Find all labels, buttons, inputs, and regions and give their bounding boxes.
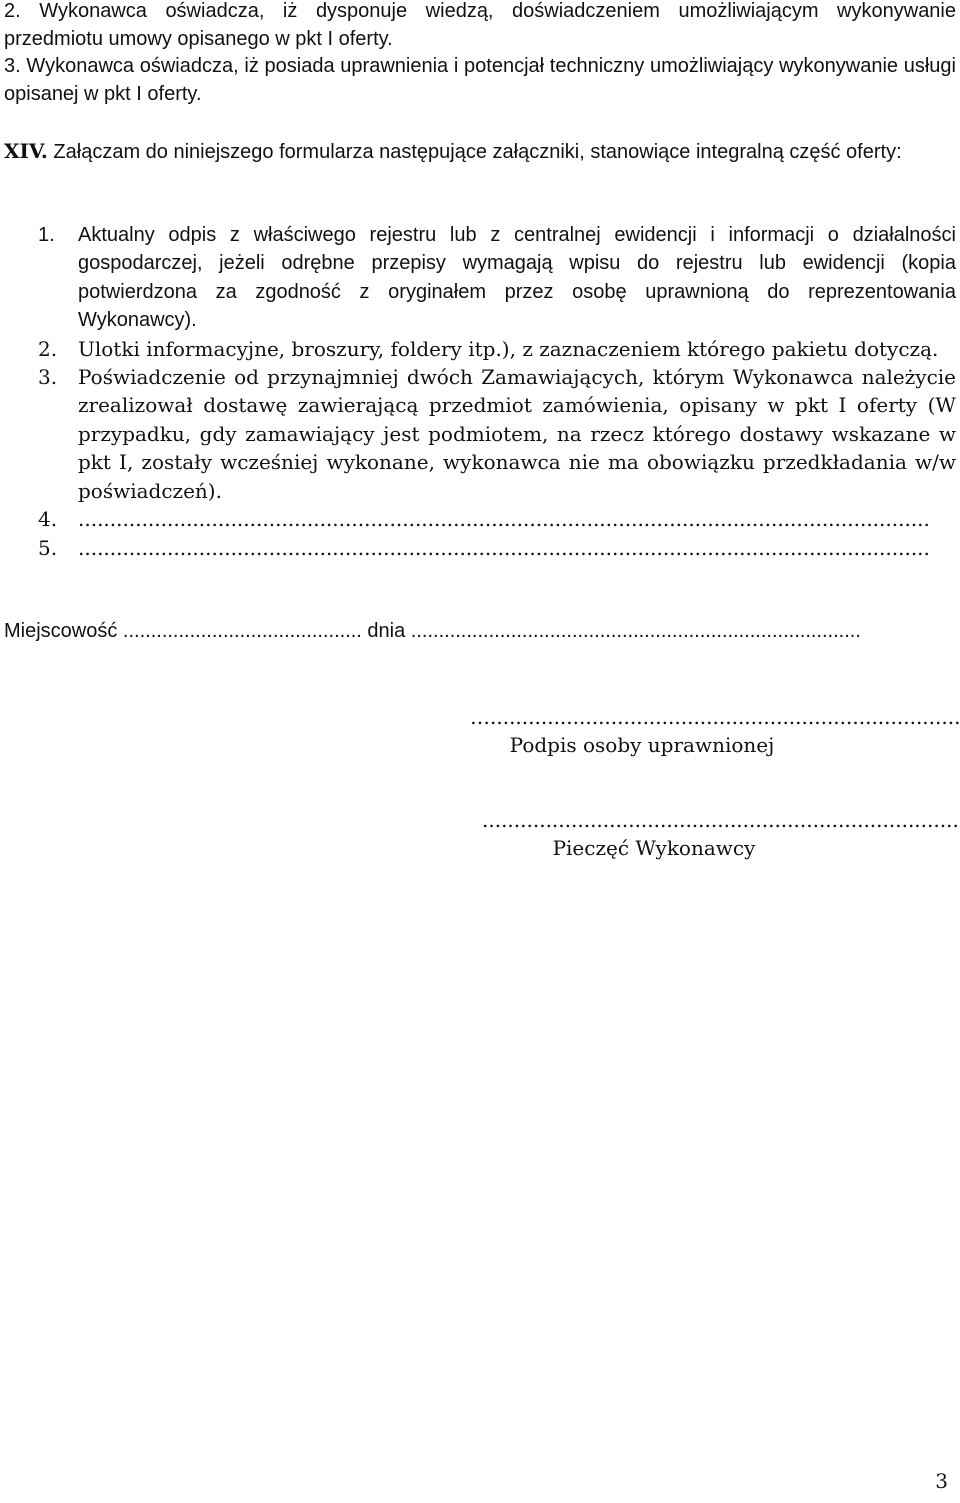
attachment-item-1-text-span: Aktualny odpis z właściwego rejestru lub z centralnej ewidencji i informacji o działalności gospodarczej, jeżeli odrębne przepisy wymagają wpisu do rejestru lub ewidencji (kopia potwierdzona za zgodność z oryginałem przez osobę uprawnioną do reprezentowania Wykonawcy). — [78, 224, 956, 332]
place-field[interactable]: ........................................... — [122, 620, 362, 642]
attachment-item-2-number: 2. — [38, 337, 58, 361]
page-number — [918, 1467, 948, 1495]
stamp-line[interactable]: ........................................................................... — [482, 808, 959, 832]
attachment-item-3 — [0, 363, 956, 505]
attachment-item-5-text-span: ...................................................................................................................................... — [78, 536, 930, 560]
section-xiv-number: XIV. — [4, 139, 48, 163]
attachment-item-1-text — [78, 221, 956, 335]
signature-block — [470, 703, 960, 759]
attachment-item-5 — [0, 534, 956, 562]
page-number-text: 3 — [935, 1469, 948, 1493]
statement-item-2-text: 2. Wykonawca oświadcza, iż dysponuje wiedzą, doświadczeniem umożliwiającym wykonywanie przedmiotu umowy opisanego w pkt I oferty. — [4, 0, 956, 51]
attachment-item-4 — [0, 505, 956, 533]
place-date-line — [4, 617, 904, 645]
section-xiv-text: Załączam do niniejszego formularza następujące załączniki, stanowiące integralną część oferty: — [53, 141, 902, 163]
attachment-item-3-number: 3. — [38, 365, 58, 389]
attachment-item-5-text — [78, 534, 930, 562]
attachment-item-4-text-span: ...................................................................................................................................... — [78, 507, 930, 531]
section-xiv — [4, 137, 956, 166]
signature-line[interactable]: ….......................................................................... — [470, 705, 960, 729]
stamp-label: Pieczęć Wykonawcy — [552, 836, 756, 860]
attachment-item-1-number: 1. — [38, 224, 55, 246]
attachment-item-3-text-span: Poświadczenie od przynajmniej dwóch Zamawiających, którym Wykonawca należycie zrealizował dostawę zawierającą przedmiot zamówienia, opisany w pkt I oferty (W przypadku, gdy zamawiający jest podmiotem, na rzecz którego dostawy wskazane w pkt I, zostały wcześniej wykonane, wykonawca nie ma obowiązku przedkładania w/w poświadczeń). — [78, 365, 956, 503]
date-field[interactable]: ................................................................................. — [410, 620, 861, 642]
date-label: dnia — [367, 620, 406, 642]
attachment-item-5-number: 5. — [38, 536, 58, 560]
statement-item-2 — [4, 0, 956, 54]
statement-item-3 — [4, 52, 956, 109]
attachment-item-4-text — [78, 505, 930, 533]
attachment-item-3-text — [78, 363, 956, 505]
attachment-item-1 — [0, 221, 956, 335]
stamp-block — [482, 806, 959, 862]
attachment-item-2-text — [78, 335, 956, 363]
attachment-item-4-number: 4. — [38, 507, 58, 531]
signature-label: Podpis osoby uprawnionej — [509, 733, 775, 757]
place-label: Miejscowość — [4, 620, 118, 642]
attachment-item-2 — [0, 335, 956, 363]
statement-item-3-text: 3. Wykonawca oświadcza, iż posiada uprawnienia i potencjał techniczny umożliwiający wykonywanie usługi opisanej w pkt I oferty. — [4, 55, 956, 106]
attachment-item-2-text-span: Ulotki informacyjne, broszury, foldery itp.), z zaznaczeniem którego pakietu dotyczą. — [78, 337, 939, 361]
